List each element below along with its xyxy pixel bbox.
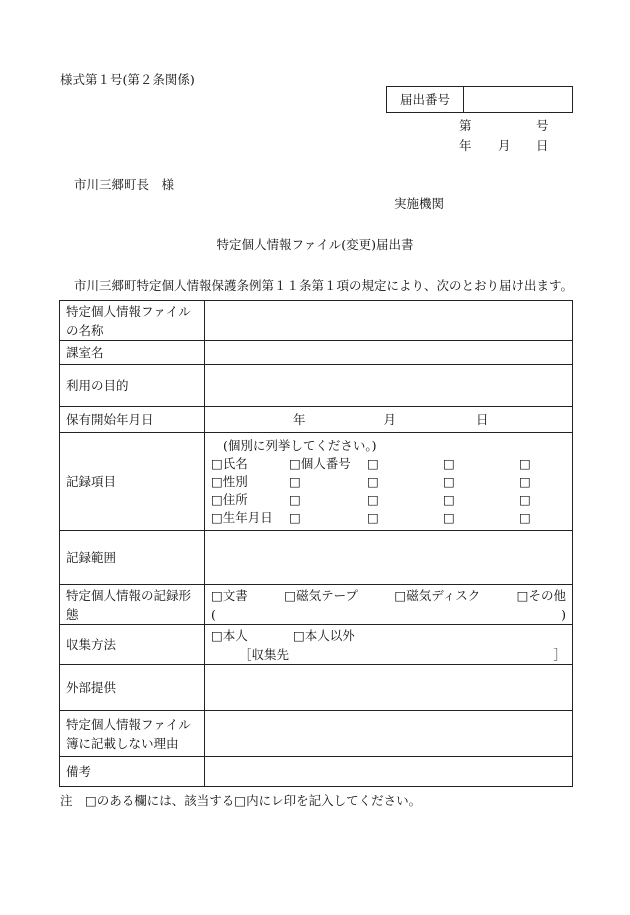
checkbox-blank[interactable]: □ <box>443 455 455 471</box>
checkbox-magnetic-disk[interactable]: □磁気ディスク <box>394 587 481 603</box>
checkbox-self[interactable]: □本人 <box>211 627 248 643</box>
start-day: 日 <box>476 412 489 427</box>
field-start-date[interactable] <box>205 407 573 433</box>
checkbox-blank[interactable]: □ <box>367 491 379 507</box>
field-remarks[interactable] <box>205 757 573 787</box>
record-form-options <box>211 586 566 605</box>
checkbox-blank[interactable]: □ <box>367 455 379 471</box>
field-reason[interactable] <box>205 711 573 757</box>
label-record-form: 特定個人情報の記録形態 <box>60 585 205 625</box>
notice-number-label: 届出番号 <box>387 87 464 112</box>
field-section-name[interactable] <box>205 341 573 365</box>
field-external-provision[interactable] <box>205 665 573 711</box>
label-section-name: 課室名 <box>60 341 205 365</box>
label-external-provision: 外部提供 <box>60 665 205 711</box>
checkbox-magnetic-tape[interactable]: □磁気テープ <box>284 587 358 603</box>
addressee: 市川三郷町長 様 <box>74 177 175 192</box>
checkbox-name[interactable]: □氏名 <box>211 455 248 471</box>
record-items-note: (個別に列挙してください。) <box>223 437 377 453</box>
date-month: 月 <box>498 138 511 153</box>
paren-close: ) <box>561 606 566 622</box>
label-record-items: 記録項目 <box>60 433 205 531</box>
label-reason: 特定個人情報ファイル簿に記載しない理由 <box>60 711 205 757</box>
collection-source-open: ［収集先 <box>239 646 290 662</box>
checkbox-blank[interactable]: □ <box>519 473 531 489</box>
checkbox-birthdate[interactable]: □生年月日 <box>211 509 273 525</box>
field-file-name[interactable] <box>205 301 573 341</box>
checkbox-blank[interactable]: □ <box>443 473 455 489</box>
field-record-items <box>205 433 573 531</box>
checkbox-gender[interactable]: □性別 <box>211 473 248 489</box>
intro-text: 市川三郷町特定個人情報保護条例第１１条第１項の規定により、次のとおり届け出ます。 <box>74 278 574 293</box>
record-items-grid <box>211 455 566 527</box>
date-day: 日 <box>536 138 549 153</box>
label-remarks: 備考 <box>60 757 205 787</box>
checkbox-blank[interactable]: □ <box>289 491 301 507</box>
notification-table <box>59 300 573 787</box>
footnote: 注 □のある欄には、該当する□内にレ印を記入してください。 <box>60 793 422 808</box>
label-start-date: 保有開始年月日 <box>60 407 205 433</box>
checkbox-document[interactable]: □文書 <box>211 587 248 603</box>
checkbox-blank[interactable]: □ <box>367 509 379 525</box>
field-collection-method <box>205 625 573 665</box>
checkbox-address[interactable]: □住所 <box>211 491 248 507</box>
record-form-other-detail[interactable] <box>211 605 566 624</box>
notice-number-box <box>386 86 573 113</box>
checkbox-blank[interactable]: □ <box>443 509 455 525</box>
paren-open: ( <box>211 606 216 622</box>
checkbox-blank[interactable]: □ <box>519 509 531 525</box>
label-file-name: 特定個人情報ファイルの名称 <box>60 301 205 341</box>
collection-source[interactable] <box>211 645 566 664</box>
checkbox-other-than-self[interactable]: □本人以外 <box>292 627 355 643</box>
checkbox-blank[interactable]: □ <box>367 473 379 489</box>
field-record-form <box>205 585 573 625</box>
field-purpose[interactable] <box>205 365 573 407</box>
number-suffix: 号 <box>536 118 549 133</box>
document-title: 特定個人情報ファイル(変更)届出書 <box>216 237 414 252</box>
form-number: 様式第１号(第２条関係) <box>60 72 195 87</box>
collection-options <box>211 626 566 645</box>
submitter-label: 実施機関 <box>394 196 445 211</box>
label-purpose: 利用の目的 <box>60 365 205 407</box>
field-record-scope[interactable] <box>205 531 573 585</box>
checkbox-blank[interactable]: □ <box>519 491 531 507</box>
checkbox-blank[interactable]: □ <box>519 455 531 471</box>
checkbox-blank[interactable]: □ <box>289 473 301 489</box>
notice-number-field[interactable] <box>464 87 572 112</box>
date-year: 年 <box>459 138 472 153</box>
checkbox-my-number[interactable]: □個人番号 <box>289 455 351 471</box>
checkbox-blank[interactable]: □ <box>443 491 455 507</box>
checkbox-other[interactable]: □その他 <box>516 587 566 603</box>
start-year: 年 <box>293 412 306 427</box>
number-prefix: 第 <box>459 118 472 133</box>
label-collection-method: 収集方法 <box>60 625 205 665</box>
collection-source-close: ］ <box>553 646 566 662</box>
label-record-scope: 記録範囲 <box>60 531 205 585</box>
start-month: 月 <box>383 412 397 427</box>
checkbox-blank[interactable]: □ <box>289 509 301 525</box>
